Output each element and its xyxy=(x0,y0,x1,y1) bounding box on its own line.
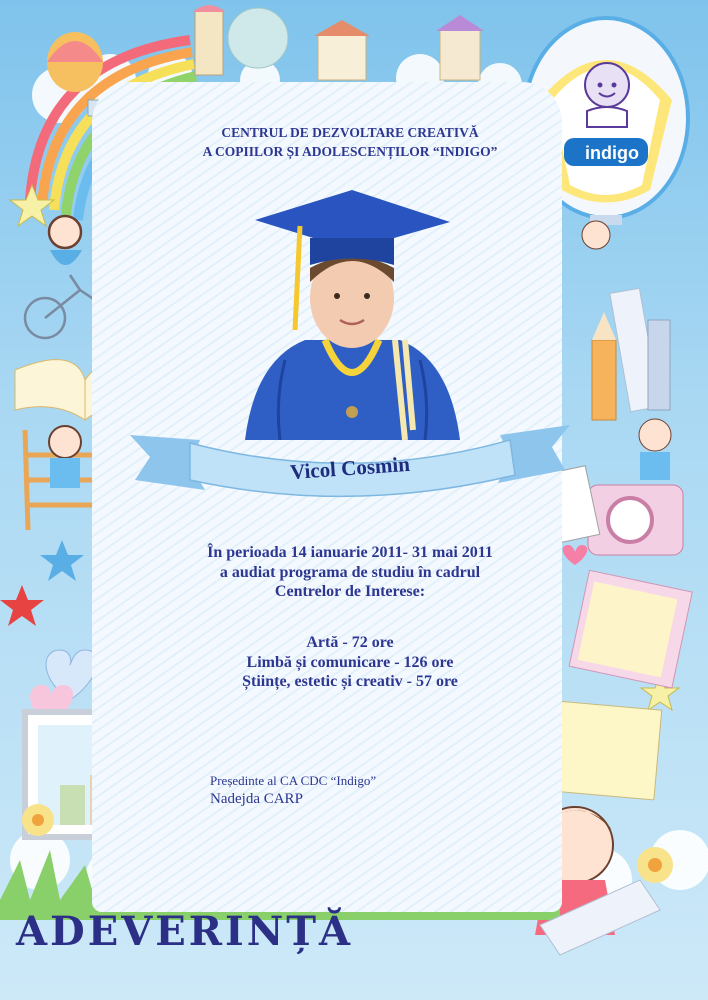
organization-header xyxy=(150,123,550,161)
subject-item: Științe, estetic și creativ - 57 ore xyxy=(242,673,458,690)
smiling-child-face-icon xyxy=(565,55,650,140)
statement-line-2: a audiat programa de studiu în cadrul xyxy=(219,563,481,581)
name-ribbon xyxy=(130,395,570,505)
statement-text xyxy=(130,543,570,602)
document-title: ADEVERINȚĂ xyxy=(16,908,354,955)
statement-line-3: Centrelor de Interese: xyxy=(274,583,426,600)
indigo-logo: indigo xyxy=(585,143,639,163)
subject-item: Artă - 72 ore xyxy=(306,634,394,651)
signature-name: Nadejda CARP xyxy=(210,791,303,807)
student-name: Vicol Cosmin xyxy=(289,451,411,485)
subject-item: Limbă și comunicare - 126 ore xyxy=(246,653,454,671)
organization-line-1: CENTRUL DE DEZVOLTARE CREATIVĂ xyxy=(221,125,479,140)
signature-role: Președinte al CA CDC “Indigo” xyxy=(210,773,377,788)
houses-icon xyxy=(193,5,484,80)
subjects-list xyxy=(130,633,570,692)
signature-block xyxy=(210,772,376,808)
statement-line-1: În perioada 14 ianuarie 2011- 31 mai 2011 xyxy=(207,544,493,561)
organization-line-2: A COPIILOR ȘI ADOLESCENȚILOR “INDIGO” xyxy=(202,144,498,159)
pencils-icon xyxy=(592,288,670,420)
